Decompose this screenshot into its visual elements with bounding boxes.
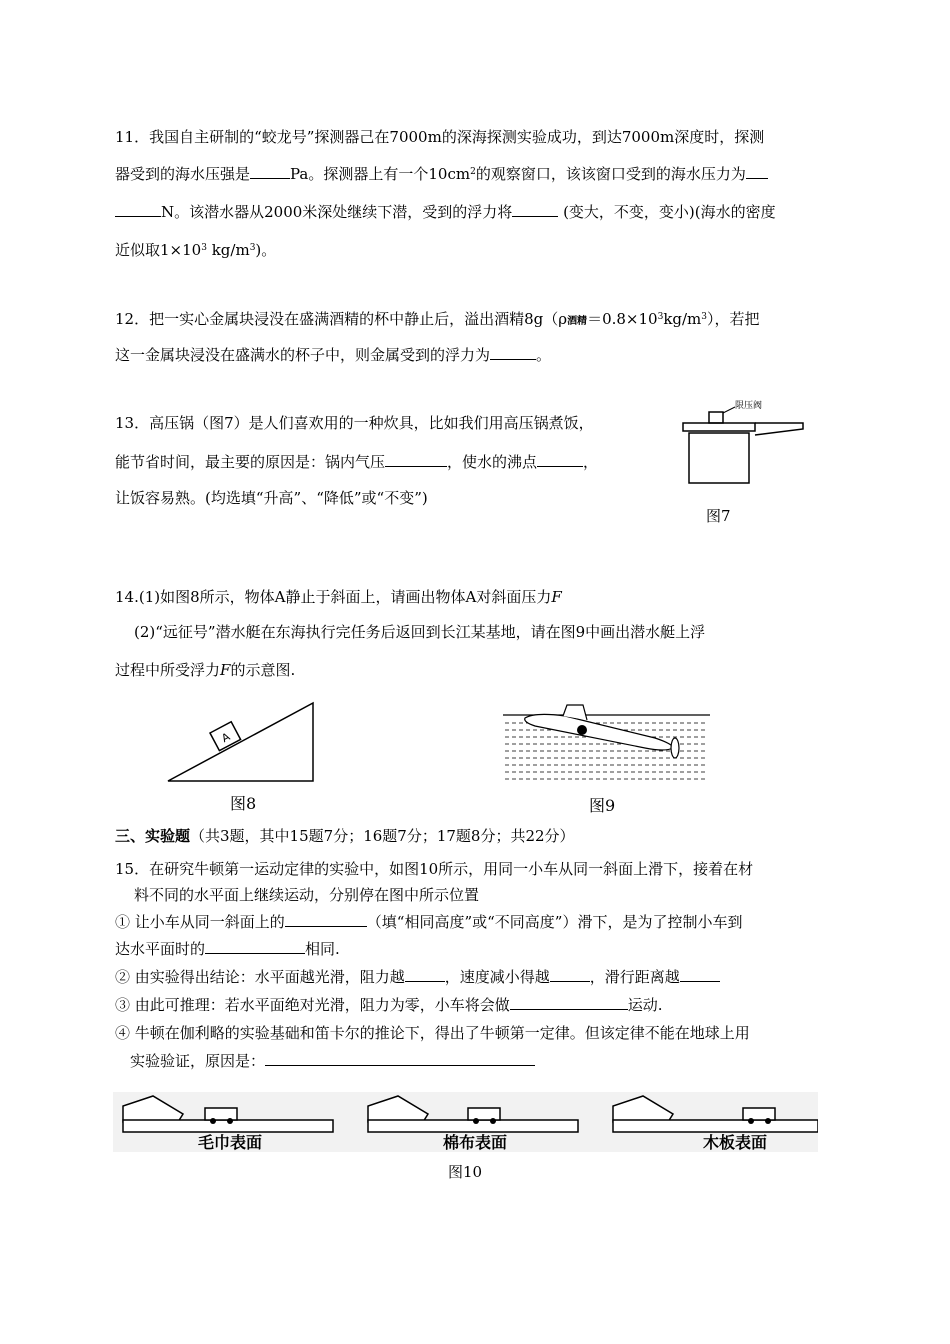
answer-blank[interactable]	[265, 1051, 535, 1066]
answer-blank[interactable]	[680, 967, 720, 982]
answer-blank[interactable]	[746, 164, 768, 179]
q13-line3: 让饭容易熟。(均选填“升高”、“降低”或“不变”)	[115, 489, 428, 507]
answer-blank[interactable]	[115, 202, 161, 217]
q15-sub1-line1: ① 让小车从同一斜面上的 （填“相同高度”或“不同高度”）滑下，是为了控制小车到	[115, 913, 743, 931]
q12-line2: 这一金属块浸没在盛满水的杯子中，则金属受到的浮力为 。	[115, 346, 552, 364]
answer-blank[interactable]	[537, 452, 583, 467]
block-a	[210, 722, 241, 751]
answer-blank[interactable]	[490, 345, 536, 360]
pressure-cooker-figure	[675, 395, 815, 490]
cooker-lid	[683, 423, 755, 431]
answer-blank[interactable]	[250, 164, 290, 179]
q13-line1: 13．高压锅（图7）是人们喜欢用的一种炊具，比如我们用高压锅煮饭，	[115, 414, 594, 432]
q11-line2: 器受到的海水压强是 Pa。探测器上有一个$10cm^2$的观察窗口，该该窗口受到的海水压力为	[115, 164, 768, 184]
figure7-caption: 图7	[706, 507, 731, 525]
q15-sub4-line1: ④ 牛顿在伽利略的实验基础和笛卡尔的推论下，得出了牛顿第一定律。但该定律不能在地球上用	[115, 1024, 750, 1042]
q11-line4: 近似取$1\times 10^3$ $kg/m^3$)。	[115, 241, 277, 259]
q14-line1: 14.(1)如图8所示，物体A静止于斜面上，请画出物体A对斜面压力F	[115, 588, 562, 606]
surfaces-figure	[113, 1092, 818, 1152]
svg-text:A: A	[219, 730, 233, 746]
valve-label: 限压阀	[735, 401, 763, 411]
q13-line2: 能节省时间，最主要的原因是：锅内气压 ，使水的沸点 ，	[115, 453, 599, 471]
figure9-caption: 图9	[589, 796, 616, 815]
q15-sub4-line2: 实验验证，原因是：	[130, 1051, 535, 1071]
q12-line1: 12．把一实心金属块浸没在盛满酒精的杯中静止后，溢出酒精8g（ρ酒精$=0.8\times 10^3kg/m^3$），若把	[115, 310, 760, 328]
incline-plane	[168, 703, 313, 781]
q15-sub2: ② 由实验得出结论：水平面越光滑，阻力越 ，速度减小得越 ，滑行距离越	[115, 967, 720, 987]
q11-line1: 11．我国自主研制的“蛟龙号”探测器己在7000m的深海探测实验成功，到达7000m深度时，探测	[115, 128, 765, 146]
surface-label: 棉布表面	[443, 1133, 508, 1152]
cooker-pot	[689, 433, 749, 483]
section3-heading: 三、实验题（共3题，其中15题7分；16题7分；17题8分；共22分）	[115, 827, 575, 845]
center-of-mass-dot	[577, 725, 587, 735]
q15-sub3: ③ 由此可推理：若水平面绝对光滑，阻力为零，小车将会做 运动.	[115, 996, 663, 1014]
answer-blank[interactable]	[205, 939, 305, 954]
submarine-figure	[495, 700, 713, 785]
figure8-caption: 图8	[230, 794, 257, 813]
surface-label: 毛巾表面	[198, 1133, 263, 1152]
valve-pointer	[723, 407, 735, 413]
answer-blank[interactable]	[385, 452, 447, 467]
cooker-handle	[755, 423, 803, 435]
answer-blank[interactable]	[550, 967, 590, 982]
surface-label: 木板表面	[703, 1133, 768, 1152]
q15-line1: 15．在研究牛顿第一运动定律的实验中，如图10所示，用同一小车从同一斜面上滑下，接着在材	[115, 860, 754, 878]
answer-blank[interactable]	[285, 912, 367, 927]
pressure-valve	[709, 412, 723, 423]
answer-blank[interactable]	[512, 202, 558, 217]
q14-line2: (2)“远征号”潜水艇在东海执行完任务后返回到长江某基地，请在图9中画出潜水艇上浮	[134, 623, 706, 641]
q11-line3: N。该潜水器从2000米深处继续下潜，受到的浮力将 (变大，不变，变小)(海水的密度	[115, 202, 776, 222]
q14-line3: 过程中所受浮力F的示意图.	[115, 661, 296, 679]
q15-line2: 料不同的水平面上继续运动，分别停在图中所示位置	[134, 886, 480, 904]
answer-blank[interactable]	[510, 995, 628, 1010]
submarine	[525, 705, 679, 758]
q15-sub1-line2: 达水平面时的 相同.	[115, 940, 340, 958]
incline-figure	[160, 698, 325, 786]
answer-blank[interactable]	[405, 967, 445, 982]
figure10-caption: 图10	[448, 1163, 483, 1181]
